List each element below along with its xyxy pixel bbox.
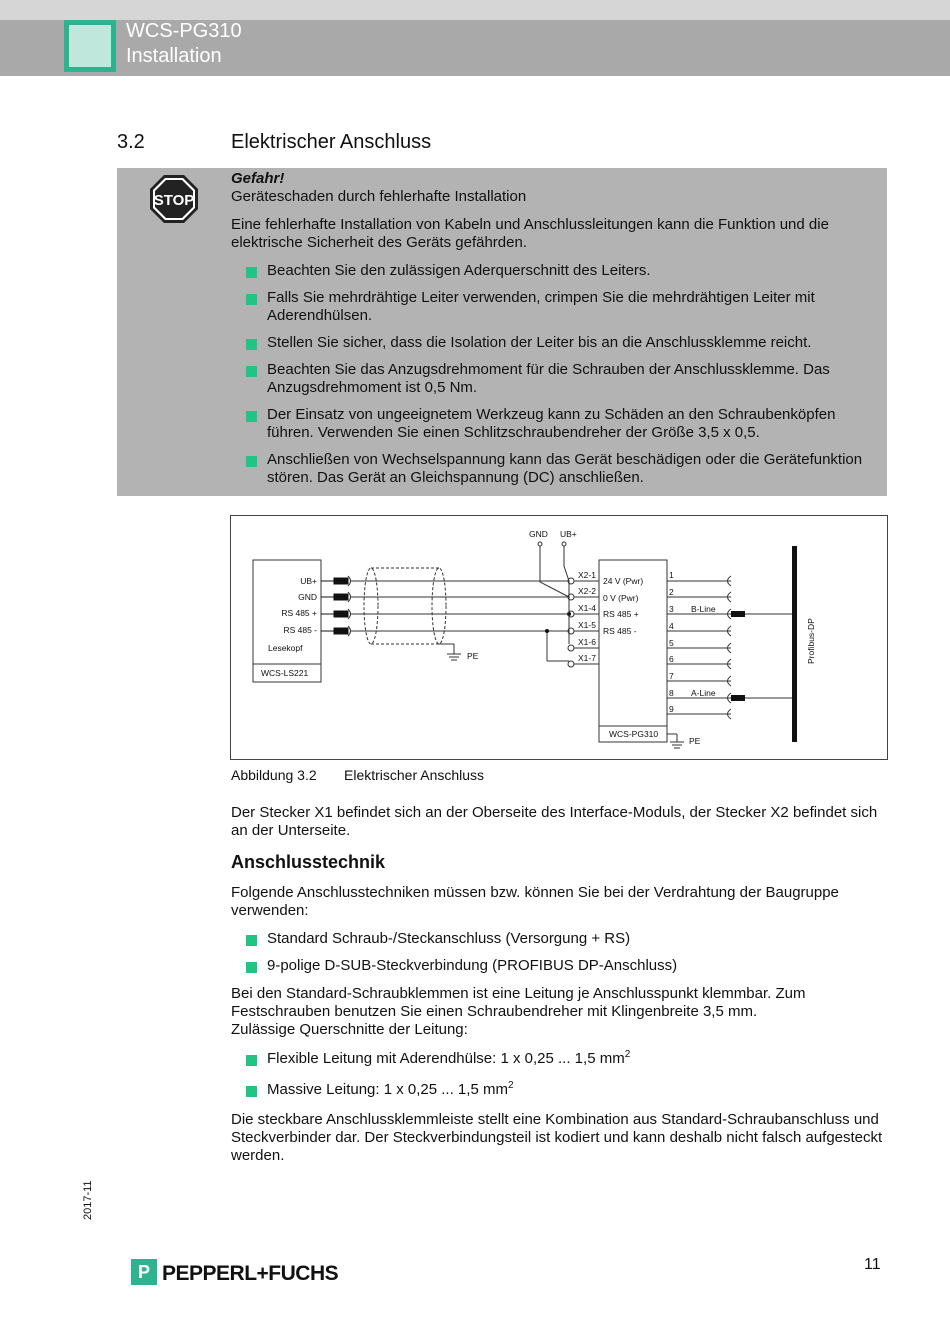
page-number: 11 [864,1256,881,1273]
list-item: Stellen Sie sicher, dass die Isolation der Leiter bis an die Anschlussklemme reicht. [231,334,871,352]
connector-x1-6: X1-6 [578,637,596,647]
bullet-square-icon [246,267,257,278]
connector-x2-1: X2-1 [578,570,596,580]
connector-x1-5: X1-5 [578,620,596,630]
profibus-label: Profibus-DP [806,618,816,664]
danger-subtitle: Geräteschaden durch fehlerhafte Installation [231,188,527,205]
pin-2: 2 [669,587,674,597]
connector-x1-4: X1-4 [578,603,596,613]
a-line-label: A-Line [691,688,716,698]
pe-label-reader: PE [467,651,479,661]
pin-8: 8 [669,688,674,698]
danger-intro: Eine fehlerhafte Installation von Kabeln und Anschlussleitungen kann die Funktion und die elektrische Sicherheit des Geräts gefährden. [231,216,829,251]
section-title: Elektrischer Anschluss [231,131,432,153]
cross-sections-list [231,1050,891,1099]
bullet-square-icon [246,294,257,305]
list-item: 9-polige D-SUB-Steckverbindung (PROFIBUS DP-Anschluss) [231,957,891,975]
bullet-square-icon [246,456,257,467]
logo-text: PEPPERL+FUCHS [162,1262,339,1285]
stop-sign-label: STOP [153,192,195,209]
list-item: Anschließen von Wechselspannung kann das Gerät beschädigen oder die Gerätefunktion stören. Das Gerät an Gleichspannung (DC) anschließen. [231,451,871,487]
reader-label-rs485p: RS 485 + [281,608,317,618]
connector-x1-7: X1-7 [578,653,596,663]
pg-label-rs485m: RS 485 - [603,626,637,636]
header-logo-square [64,20,116,72]
paragraph-screw-terminals: Bei den Standard-Schraubklemmen ist eine Leitung je Anschlusspunkt klemmbar. Zum Festschrauben benutzen Sie einen Schraubendreher mit Klingenbreite 3,5 mm. Zulässige Querschnitte der Leitung: [231,985,806,1038]
list-item: Der Einsatz von ungeeignetem Werkzeug kann zu Schäden an den Schraubenköpfen führen. Verwenden Sie einen Schlitzschraubendreher der Größe 3,5 x 0,5. [231,406,871,442]
bullet-square-icon [246,935,257,946]
danger-box [117,168,887,496]
gnd-top-label: GND [529,529,548,539]
header-subtitle: Installation [126,45,222,67]
wiring-diagram [230,515,888,760]
cross-sections-list-block [231,1050,891,1108]
bullet-square-icon [246,366,257,377]
pe-label-pg: PE [689,736,701,746]
techniques-list [231,930,891,975]
page-header [0,20,950,76]
stop-sign-icon [149,174,199,224]
logo-mark-icon: P [131,1259,157,1285]
pg-label-24v: 24 V (Pwr) [603,576,644,586]
pin-7: 7 [669,671,674,681]
section-number: 3.2 [117,131,145,153]
pin-6: 6 [669,654,674,664]
reader-label-gnd: GND [298,592,317,602]
bullet-square-icon [246,1055,257,1066]
paragraph-connector-location: Der Stecker X1 befindet sich an der Oberseite des Interface-Moduls, der Stecker X2 befindet sich an der Unterseite. [231,804,878,839]
ub-top-label: UB+ [560,529,577,539]
pin-1: 1 [669,570,674,580]
paragraph-techniques-intro: Folgende Anschlusstechniken müssen bzw. können Sie bei der Verdrahtung der Baugruppe verwenden: [231,884,839,919]
pin-5: 5 [669,638,674,648]
list-item: Falls Sie mehrdrähtige Leiter verwenden, crimpen Sie die mehrdrähtigen Leiter mit Aderendhülsen. [231,289,871,325]
pin-9: 9 [669,704,674,714]
figure-caption: Elektrischer Anschluss [344,767,485,783]
pin-4: 4 [669,621,674,631]
list-item: Beachten Sie das Anzugsdrehmoment für die Schrauben der Anschlussklemme. Das Anzugsdrehmoment ist 0,5 Nm. [231,361,871,397]
bullet-square-icon [246,411,257,422]
subheading-anschlusstechnik: Anschlusstechnik [231,852,386,872]
list-item: Flexible Leitung mit Aderendhülse: 1 x 0,25 ... 1,5 $mm^2$ [231,1050,891,1068]
reader-label-ub: UB+ [300,576,317,586]
b-line-label: B-Line [691,604,716,614]
techniques-list-block [231,930,891,984]
top-band [0,0,950,20]
reader-name: Lesekopf [268,643,303,653]
reader-model: WCS-LS221 [261,668,309,678]
bullet-square-icon [246,339,257,350]
list-item: Massive Leitung: 1 x 0,25 ... 1,5 $mm^2$ [231,1081,891,1099]
list-item: Beachten Sie den zulässigen Aderquerschnitt des Leiters. [231,262,871,280]
pg-label-0v: 0 V (Pwr) [603,593,639,603]
danger-list [231,262,871,487]
pg-label-rs485p: RS 485 + [603,609,639,619]
paragraph-plug-terminal: Die steckbare Anschlussklemmleiste stellt eine Kombination aus Standard-Schraubanschluss und Steckverbinder dar. Der Steckverbindungsteil ist kodiert und kann deshalb nicht falsch aufgesteckt werden. [231,1111,883,1164]
bullet-square-icon [246,962,257,973]
list-item: Standard Schraub-/Steckanschluss (Versorgung + RS) [231,930,891,948]
figure-number: Abbildung 3.2 [231,767,317,783]
pin-3: 3 [669,604,674,614]
header-title: WCS-PG310 [126,20,242,42]
reader-label-rs485m: RS 485 - [283,625,317,635]
danger-title: Gefahr! [231,170,285,187]
wiring-diagram-svg [231,516,887,759]
pg-model: WCS-PG310 [609,729,659,739]
footer-date: 2017-11 [82,1180,94,1220]
bullet-square-icon [246,1086,257,1097]
connector-x2-2: X2-2 [578,586,596,596]
